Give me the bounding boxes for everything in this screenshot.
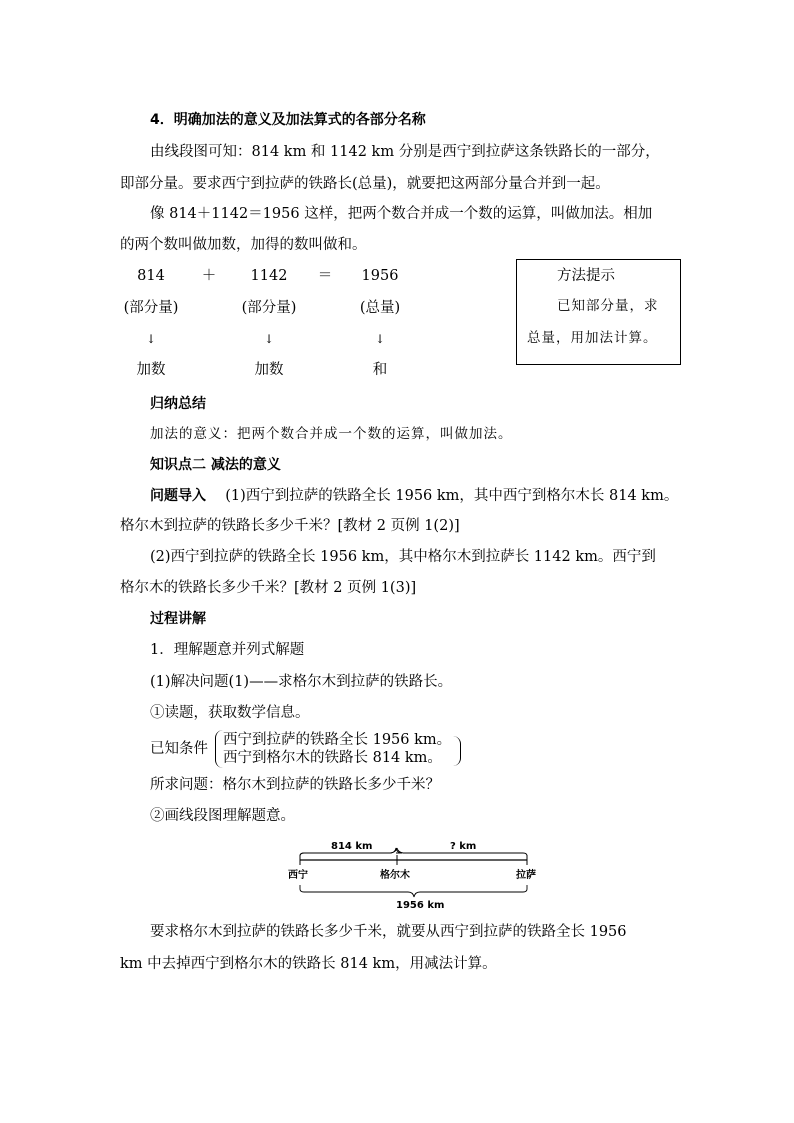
sum-name: 和 xyxy=(372,362,388,378)
method-tip-box xyxy=(516,259,681,365)
summary-text: 加法的意义：把两个数合并成一个数的运算，叫做加法。 xyxy=(150,426,513,442)
sum-role: (总量) xyxy=(359,300,401,316)
step-title: 1．理解题意并列式解题 xyxy=(150,642,305,658)
known-condition: 西宁到格尔木的铁路长 814 km。 xyxy=(223,750,442,766)
point-label-end: 拉萨 xyxy=(516,870,536,881)
problem-intro-label: 问题导入 xyxy=(150,488,206,504)
down-arrow-icon: ↓ xyxy=(145,332,157,346)
addend-a: 814 xyxy=(137,268,165,284)
down-arrow-icon: ↓ xyxy=(263,332,275,346)
sum-value: 1956 xyxy=(361,268,399,284)
solve-line: (1)解决问题(1)——求格尔木到拉萨的铁路长。 xyxy=(150,674,453,690)
tip-line: 总量，用加法计算。 xyxy=(527,330,658,346)
addend-b-role: (部分量) xyxy=(241,300,297,316)
problem-1-text: (1)西宁到拉萨的铁路全长 1956 km，其中西宁到格尔木长 814 km。 xyxy=(225,488,679,504)
tip-title: 方法提示 xyxy=(557,268,615,284)
right-brace-icon xyxy=(452,736,461,766)
summary-title: 归纳总结 xyxy=(150,396,206,412)
process-title: 过程讲解 xyxy=(150,611,206,627)
read-step: ①读题，获取数学信息。 xyxy=(150,705,310,721)
paragraph-line: 由线段图可知：814 km 和 1142 km 分别是西宁到拉萨这条铁路长的一部分， xyxy=(150,144,660,160)
plus-sign: ＋ xyxy=(201,268,217,284)
problem-line: 格尔木的铁路长多少千米？[教材 2 页例 1(3)] xyxy=(120,580,417,596)
conclusion-line: 要求格尔木到拉萨的铁路长多少千米，就要从西宁到拉萨的铁路全长 1956 xyxy=(150,924,627,940)
tip-line: 已知部分量，求 xyxy=(557,298,659,314)
equals-sign: ＝ xyxy=(317,268,333,284)
addend-a-role: (部分量) xyxy=(123,300,179,316)
segment-label-top-left: 814 km xyxy=(331,841,373,852)
paragraph-line: 即部分量。要求西宁到拉萨的铁路长(总量)，就要把这两部分量合并到一起。 xyxy=(120,176,610,192)
addend-b: 1142 xyxy=(250,268,288,284)
problem-line: (2)西宁到拉萨的铁路全长 1956 km，其中格尔木到拉萨长 1142 km。西宁到 xyxy=(150,549,656,565)
problem-line xyxy=(150,486,678,506)
conclusion-line: km 中去掉西宁到格尔木的铁路长 814 km，用减法计算。 xyxy=(120,956,497,972)
addend-b-name: 加数 xyxy=(254,362,284,378)
point-label-mid: 格尔木 xyxy=(380,870,410,881)
section-title: 4．明确加法的意义及加法算式的各部分名称 xyxy=(150,112,426,128)
segment-label-bottom: 1956 km xyxy=(396,900,445,911)
known-condition: 西宁到拉萨的铁路全长 1956 km。 xyxy=(223,732,452,748)
question-line: 所求问题：格尔木到拉萨的铁路长多少千米？ xyxy=(150,777,440,793)
problem-line: 格尔木到拉萨的铁路长多少千米？[教材 2 页例 1(2)] xyxy=(120,518,460,534)
draw-step: ②画线段图理解题意。 xyxy=(150,808,295,824)
segment-label-top-right: ? km xyxy=(450,841,477,852)
paragraph-line: 的两个数叫做加数，加得的数叫做和。 xyxy=(120,237,367,253)
down-arrow-icon: ↓ xyxy=(374,332,386,346)
addend-a-name: 加数 xyxy=(136,362,166,378)
point-label-start: 西宁 xyxy=(288,870,308,881)
knowledge-point-title: 知识点二 减法的意义 xyxy=(150,457,281,473)
known-label: 已知条件 xyxy=(150,741,208,757)
paragraph-line: 像 814＋1142＝1956 这样，把两个数合并成一个数的运算，叫做加法。相加 xyxy=(150,206,653,222)
